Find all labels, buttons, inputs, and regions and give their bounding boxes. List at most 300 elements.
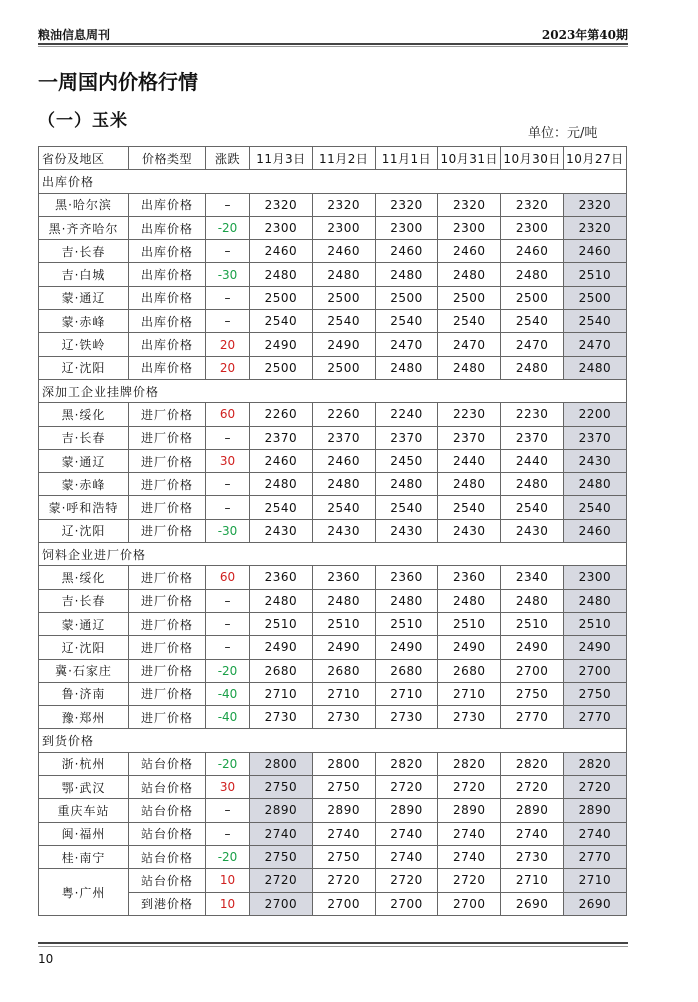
price-cell: 2710	[250, 682, 313, 705]
price-cell: 2500	[312, 356, 375, 379]
price-cell: 2750	[312, 845, 375, 868]
change-cell: –	[206, 193, 250, 216]
price-cell: 2430	[250, 519, 313, 542]
region-cell: 蒙·赤峰	[39, 473, 129, 496]
unit-label: 单位：元/吨	[528, 126, 598, 141]
price-cell: 2480	[250, 589, 313, 612]
price-cell: 2740	[563, 822, 626, 845]
price-cell: 2500	[438, 286, 501, 309]
table-header-row	[39, 147, 627, 170]
price-cell: 2540	[312, 310, 375, 333]
price-cell: 2360	[312, 566, 375, 589]
price-cell: 2260	[250, 403, 313, 426]
price-cell: 2890	[438, 799, 501, 822]
footer-rule-thin	[38, 946, 628, 947]
price-cell: 2480	[250, 473, 313, 496]
price-cell: 2480	[375, 356, 438, 379]
change-cell: –	[206, 589, 250, 612]
table-row	[39, 776, 627, 799]
price-cell: 2460	[438, 240, 501, 263]
price-cell: 2710	[563, 869, 626, 892]
change-cell: -20	[206, 752, 250, 775]
region-cell: 辽·沈阳	[39, 356, 129, 379]
price-cell: 2230	[501, 403, 564, 426]
corn-price-table	[38, 146, 627, 916]
price-cell: 2820	[563, 752, 626, 775]
region-cell: 吉·长春	[39, 589, 129, 612]
price-cell: 2510	[375, 612, 438, 635]
price-cell: 2540	[501, 310, 564, 333]
price-cell: 2460	[250, 240, 313, 263]
section-row	[39, 729, 627, 752]
table-row	[39, 752, 627, 775]
price-cell: 2500	[250, 286, 313, 309]
region-cell: 黑·绥化	[39, 403, 129, 426]
price-cell: 2710	[438, 682, 501, 705]
price-cell: 2480	[563, 473, 626, 496]
change-cell: –	[206, 496, 250, 519]
price-cell: 2480	[501, 356, 564, 379]
price-cell: 2370	[312, 426, 375, 449]
price-cell: 2540	[438, 496, 501, 519]
region-cell: 蒙·通辽	[39, 449, 129, 472]
table-row	[39, 449, 627, 472]
price-type-cell: 进厂价格	[129, 659, 206, 682]
price-cell: 2360	[250, 566, 313, 589]
price-cell: 2540	[501, 496, 564, 519]
price-type-cell: 进厂价格	[129, 496, 206, 519]
price-cell: 2740	[375, 845, 438, 868]
price-cell: 2680	[438, 659, 501, 682]
price-cell: 2460	[312, 449, 375, 472]
table-row	[39, 869, 627, 892]
price-type-cell: 出库价格	[129, 310, 206, 333]
price-cell: 2320	[501, 193, 564, 216]
price-cell: 2490	[501, 636, 564, 659]
price-cell: 2200	[563, 403, 626, 426]
price-cell: 2480	[501, 473, 564, 496]
price-cell: 2470	[375, 333, 438, 356]
price-cell: 2490	[250, 636, 313, 659]
price-cell: 2490	[250, 333, 313, 356]
price-cell: 2500	[501, 286, 564, 309]
change-cell: -40	[206, 706, 250, 729]
table-row	[39, 333, 627, 356]
region-cell: 蒙·呼和浩特	[39, 496, 129, 519]
price-type-cell: 进厂价格	[129, 519, 206, 542]
price-cell: 2700	[312, 892, 375, 915]
price-cell: 2730	[250, 706, 313, 729]
table-row	[39, 566, 627, 589]
table-row	[39, 845, 627, 868]
price-cell: 2720	[438, 776, 501, 799]
price-cell: 2490	[312, 636, 375, 659]
region-cell: 鄂·武汉	[39, 776, 129, 799]
table-row	[39, 496, 627, 519]
price-type-cell: 进厂价格	[129, 403, 206, 426]
change-cell: 60	[206, 403, 250, 426]
price-cell: 2740	[438, 822, 501, 845]
region-cell: 鲁·济南	[39, 682, 129, 705]
region-cell: 蒙·通辽	[39, 612, 129, 635]
price-type-cell: 进厂价格	[129, 426, 206, 449]
column-header: 价格类型	[129, 147, 206, 170]
change-cell: -40	[206, 682, 250, 705]
table-row	[39, 286, 627, 309]
table-row	[39, 263, 627, 286]
column-header: 10月27日	[563, 147, 626, 170]
price-cell: 2700	[375, 892, 438, 915]
price-cell: 2500	[250, 356, 313, 379]
price-type-cell: 出库价格	[129, 193, 206, 216]
price-type-cell: 站台价格	[129, 776, 206, 799]
change-cell: 30	[206, 776, 250, 799]
region-cell: 辽·沈阳	[39, 519, 129, 542]
price-cell: 2340	[501, 566, 564, 589]
price-type-cell: 站台价格	[129, 869, 206, 892]
table-row	[39, 822, 627, 845]
price-cell: 2480	[501, 589, 564, 612]
price-cell: 2240	[375, 403, 438, 426]
price-cell: 2370	[563, 426, 626, 449]
price-cell: 2890	[312, 799, 375, 822]
table-row	[39, 659, 627, 682]
price-cell: 2770	[563, 845, 626, 868]
change-cell: 20	[206, 333, 250, 356]
price-cell: 2750	[250, 845, 313, 868]
change-cell: 10	[206, 869, 250, 892]
change-cell: 30	[206, 449, 250, 472]
price-type-cell: 出库价格	[129, 286, 206, 309]
price-cell: 2540	[250, 496, 313, 519]
price-type-cell: 出库价格	[129, 356, 206, 379]
price-type-cell: 出库价格	[129, 240, 206, 263]
price-type-cell: 进厂价格	[129, 706, 206, 729]
price-type-cell: 进厂价格	[129, 589, 206, 612]
price-cell: 2430	[501, 519, 564, 542]
section-row	[39, 379, 627, 402]
price-cell: 2370	[250, 426, 313, 449]
region-cell: 豫·郑州	[39, 706, 129, 729]
price-cell: 2680	[312, 659, 375, 682]
price-cell: 2480	[563, 356, 626, 379]
region-cell: 冀·石家庄	[39, 659, 129, 682]
price-cell: 2480	[438, 356, 501, 379]
column-header: 10月31日	[438, 147, 501, 170]
price-cell: 2300	[312, 216, 375, 239]
table-row	[39, 310, 627, 333]
change-cell: -30	[206, 263, 250, 286]
price-cell: 2460	[563, 519, 626, 542]
price-cell: 2750	[312, 776, 375, 799]
change-cell: –	[206, 310, 250, 333]
change-cell: -20	[206, 659, 250, 682]
price-cell: 2490	[438, 636, 501, 659]
header-rule	[38, 43, 628, 45]
price-type-cell: 进厂价格	[129, 473, 206, 496]
price-cell: 2740	[438, 845, 501, 868]
change-cell: –	[206, 612, 250, 635]
price-cell: 2320	[375, 193, 438, 216]
price-cell: 2440	[501, 449, 564, 472]
price-cell: 2430	[563, 449, 626, 472]
price-cell: 2720	[250, 869, 313, 892]
section-title: 到货价格	[39, 729, 627, 752]
column-header: 11月3日	[250, 147, 313, 170]
price-cell: 2770	[563, 706, 626, 729]
price-type-cell: 出库价格	[129, 216, 206, 239]
price-type-cell: 站台价格	[129, 822, 206, 845]
price-cell: 2480	[250, 263, 313, 286]
price-cell: 2700	[438, 892, 501, 915]
price-cell: 2460	[501, 240, 564, 263]
price-cell: 2740	[375, 822, 438, 845]
price-cell: 2360	[438, 566, 501, 589]
price-cell: 2890	[250, 799, 313, 822]
region-cell: 重庆车站	[39, 799, 129, 822]
price-cell: 2800	[250, 752, 313, 775]
price-cell: 2480	[312, 473, 375, 496]
price-type-cell: 进厂价格	[129, 566, 206, 589]
change-cell: 60	[206, 566, 250, 589]
table-body	[39, 170, 627, 916]
price-cell: 2540	[563, 310, 626, 333]
table-row	[39, 799, 627, 822]
price-cell: 2480	[438, 263, 501, 286]
column-header: 11月2日	[312, 147, 375, 170]
price-cell: 2480	[375, 263, 438, 286]
price-cell: 2700	[563, 659, 626, 682]
price-cell: 2300	[250, 216, 313, 239]
price-cell: 2730	[438, 706, 501, 729]
price-cell: 2370	[375, 426, 438, 449]
region-cell: 辽·沈阳	[39, 636, 129, 659]
price-cell: 2500	[375, 286, 438, 309]
price-cell: 2300	[375, 216, 438, 239]
price-type-cell: 到港价格	[129, 892, 206, 915]
change-cell: –	[206, 473, 250, 496]
price-cell: 2510	[438, 612, 501, 635]
price-cell: 2500	[312, 286, 375, 309]
price-cell: 2460	[375, 240, 438, 263]
price-cell: 2490	[563, 636, 626, 659]
price-cell: 2450	[375, 449, 438, 472]
column-header: 11月1日	[375, 147, 438, 170]
price-type-cell: 站台价格	[129, 752, 206, 775]
region-cell: 桂·南宁	[39, 845, 129, 868]
price-cell: 2730	[312, 706, 375, 729]
region-cell: 粤·广州	[39, 869, 129, 916]
section-title: 饲料企业进厂价格	[39, 543, 627, 566]
price-cell: 2440	[438, 449, 501, 472]
price-cell: 2480	[375, 473, 438, 496]
price-cell: 2480	[438, 589, 501, 612]
price-cell: 2260	[312, 403, 375, 426]
section-title: 出库价格	[39, 170, 627, 193]
section-title: 深加工企业挂牌价格	[39, 379, 627, 402]
footer-rule	[38, 942, 628, 944]
price-cell: 2510	[563, 263, 626, 286]
price-cell: 2700	[250, 892, 313, 915]
price-cell: 2540	[563, 496, 626, 519]
price-cell: 2460	[563, 240, 626, 263]
price-type-cell: 站台价格	[129, 845, 206, 868]
table-row	[39, 706, 627, 729]
table-row	[39, 589, 627, 612]
change-cell: -20	[206, 845, 250, 868]
price-cell: 2690	[501, 892, 564, 915]
change-cell: –	[206, 636, 250, 659]
price-cell: 2540	[250, 310, 313, 333]
price-cell: 2510	[312, 612, 375, 635]
price-cell: 2890	[563, 799, 626, 822]
price-cell: 2820	[375, 752, 438, 775]
change-cell: –	[206, 240, 250, 263]
price-cell: 2490	[375, 636, 438, 659]
price-cell: 2730	[501, 845, 564, 868]
price-type-cell: 进厂价格	[129, 636, 206, 659]
section-row	[39, 170, 627, 193]
price-cell: 2470	[563, 333, 626, 356]
price-cell: 2710	[375, 682, 438, 705]
price-cell: 2740	[501, 822, 564, 845]
price-cell: 2480	[438, 473, 501, 496]
issue-number: 2023年第40期	[541, 28, 628, 42]
price-type-cell: 进厂价格	[129, 612, 206, 635]
region-cell: 辽·铁岭	[39, 333, 129, 356]
price-type-cell: 出库价格	[129, 263, 206, 286]
region-cell: 蒙·通辽	[39, 286, 129, 309]
change-cell: 10	[206, 892, 250, 915]
change-cell: –	[206, 426, 250, 449]
price-cell: 2700	[501, 659, 564, 682]
price-cell: 2820	[501, 752, 564, 775]
price-cell: 2890	[375, 799, 438, 822]
table-row	[39, 519, 627, 542]
price-cell: 2320	[563, 193, 626, 216]
price-cell: 2710	[312, 682, 375, 705]
price-cell: 2490	[312, 333, 375, 356]
price-cell: 2800	[312, 752, 375, 775]
table-row	[39, 426, 627, 449]
price-cell: 2820	[438, 752, 501, 775]
price-cell: 2480	[563, 589, 626, 612]
price-cell: 2500	[563, 286, 626, 309]
price-cell: 2470	[501, 333, 564, 356]
price-cell: 2300	[438, 216, 501, 239]
change-cell: -30	[206, 519, 250, 542]
price-cell: 2750	[501, 682, 564, 705]
price-cell: 2480	[375, 589, 438, 612]
price-cell: 2540	[375, 496, 438, 519]
table-row	[39, 193, 627, 216]
section-row	[39, 543, 627, 566]
price-cell: 2300	[563, 566, 626, 589]
price-cell: 2770	[501, 706, 564, 729]
price-type-cell: 出库价格	[129, 333, 206, 356]
price-cell: 2730	[375, 706, 438, 729]
price-cell: 2480	[312, 263, 375, 286]
price-cell: 2690	[563, 892, 626, 915]
change-cell: –	[206, 286, 250, 309]
price-type-cell: 进厂价格	[129, 682, 206, 705]
table-row	[39, 636, 627, 659]
column-header: 涨跌	[206, 147, 250, 170]
table-row	[39, 240, 627, 263]
price-cell: 2460	[250, 449, 313, 472]
price-cell: 2710	[501, 869, 564, 892]
price-cell: 2680	[250, 659, 313, 682]
region-cell: 闽·福州	[39, 822, 129, 845]
price-cell: 2480	[501, 263, 564, 286]
publication-name: 粮油信息周刊	[38, 28, 111, 42]
change-cell: –	[206, 822, 250, 845]
region-cell: 浙·杭州	[39, 752, 129, 775]
price-cell: 2750	[563, 682, 626, 705]
region-cell: 吉·长春	[39, 240, 129, 263]
price-type-cell: 进厂价格	[129, 449, 206, 472]
column-header: 10月30日	[501, 147, 564, 170]
price-cell: 2720	[375, 776, 438, 799]
change-cell: -20	[206, 216, 250, 239]
price-cell: 2750	[250, 776, 313, 799]
price-cell: 2510	[563, 612, 626, 635]
price-cell: 2470	[438, 333, 501, 356]
price-cell: 2540	[375, 310, 438, 333]
table-row	[39, 356, 627, 379]
region-cell: 蒙·赤峰	[39, 310, 129, 333]
price-cell: 2320	[250, 193, 313, 216]
price-cell: 2360	[375, 566, 438, 589]
price-cell: 2890	[501, 799, 564, 822]
price-cell: 2320	[438, 193, 501, 216]
page-title: 一周国内价格行情	[38, 70, 198, 94]
section-subtitle: （一）玉米	[38, 111, 128, 131]
header-rule-thin	[38, 46, 628, 47]
page-number: 10	[38, 952, 54, 966]
change-cell: 20	[206, 356, 250, 379]
price-type-cell: 站台价格	[129, 799, 206, 822]
price-cell: 2320	[563, 216, 626, 239]
region-cell: 黑·绥化	[39, 566, 129, 589]
table-row	[39, 403, 627, 426]
price-cell: 2370	[501, 426, 564, 449]
table-row	[39, 612, 627, 635]
table-row	[39, 473, 627, 496]
table-row	[39, 682, 627, 705]
price-cell: 2720	[312, 869, 375, 892]
price-cell: 2230	[438, 403, 501, 426]
price-cell: 2510	[250, 612, 313, 635]
price-cell: 2430	[438, 519, 501, 542]
column-header: 省份及地区	[39, 147, 129, 170]
region-cell: 吉·白城	[39, 263, 129, 286]
price-cell: 2680	[375, 659, 438, 682]
change-cell: –	[206, 799, 250, 822]
price-cell: 2540	[312, 496, 375, 519]
price-cell: 2540	[438, 310, 501, 333]
price-cell: 2300	[501, 216, 564, 239]
price-cell: 2430	[375, 519, 438, 542]
region-cell: 吉·长春	[39, 426, 129, 449]
price-cell: 2370	[438, 426, 501, 449]
price-cell: 2320	[312, 193, 375, 216]
price-cell: 2510	[501, 612, 564, 635]
price-cell: 2720	[438, 869, 501, 892]
price-cell: 2460	[312, 240, 375, 263]
price-cell: 2430	[312, 519, 375, 542]
region-cell: 黑·哈尔滨	[39, 193, 129, 216]
